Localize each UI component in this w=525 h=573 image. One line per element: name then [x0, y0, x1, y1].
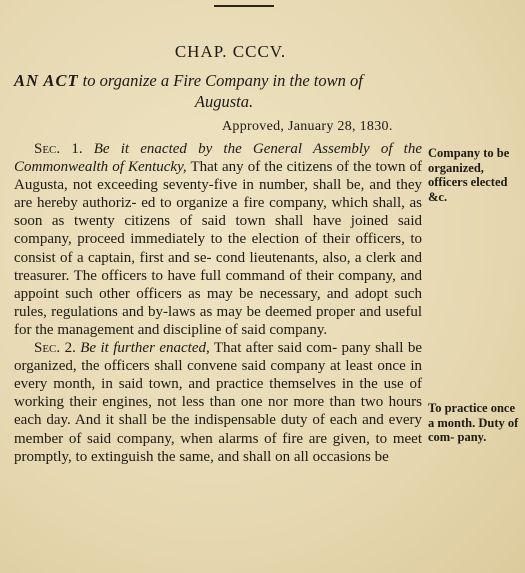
- act-title: [14, 70, 414, 112]
- act-word: AN ACT: [14, 71, 79, 90]
- top-rule: [214, 5, 274, 7]
- section-2-label: Sec. 2.: [34, 340, 76, 357]
- section-2: [14, 339, 422, 466]
- act-body: [14, 140, 422, 466]
- act-title-town: Augusta.: [194, 92, 254, 111]
- section-2-text: That after said com- pany shall be organized, the officers shall convene said company at least once in every month, in said town, and practice themselves in the use of working their engines, not less than one nor more than two hours each day. And it shall be the indispensable duty of each and every member of said company, when alarms of fire are given, to meet promptly, to extinguish the same, and shall on all occasions be: [14, 340, 423, 465]
- act-title-text: to organize a Fire Company in the town of: [82, 71, 363, 90]
- margin-note-practice: To practice once a month. Duty of com- pany.: [428, 401, 519, 444]
- approved-date: Approved, January 28, 1830.: [222, 119, 393, 134]
- chapter-heading: CHAP. CCCV.: [174, 42, 287, 61]
- section-1-label: Sec. 1.: [34, 141, 83, 157]
- margin-note-company-organized: Company to be organized, officers elected &c.: [428, 146, 510, 204]
- section-1-text: That any of the citizens of the town of Augusta, not exceeding seventy-five in number, shall be, and they are hereby authoriz- ed to organize a fire company, which shall, as soon as twenty citizens of said town shall have joined said company, proceed immediately to the election of their officers, to consist of a captain, first and se- cond lieutenants, also, a clerk and treasurer. The officers to have full command of their company, and appoint such other officers as may be necessary, and adopt such rules, regulations and by-laws as may be deemed proper and useful for the management and discipline of said company.: [14, 159, 422, 338]
- section-2-enacting-clause: Be it further enacted,: [80, 340, 210, 357]
- section-1-enacting-clause: Be it enacted by the General Assembly of the Commonwealth of Kentucky,: [14, 141, 422, 176]
- section-1: [14, 140, 422, 339]
